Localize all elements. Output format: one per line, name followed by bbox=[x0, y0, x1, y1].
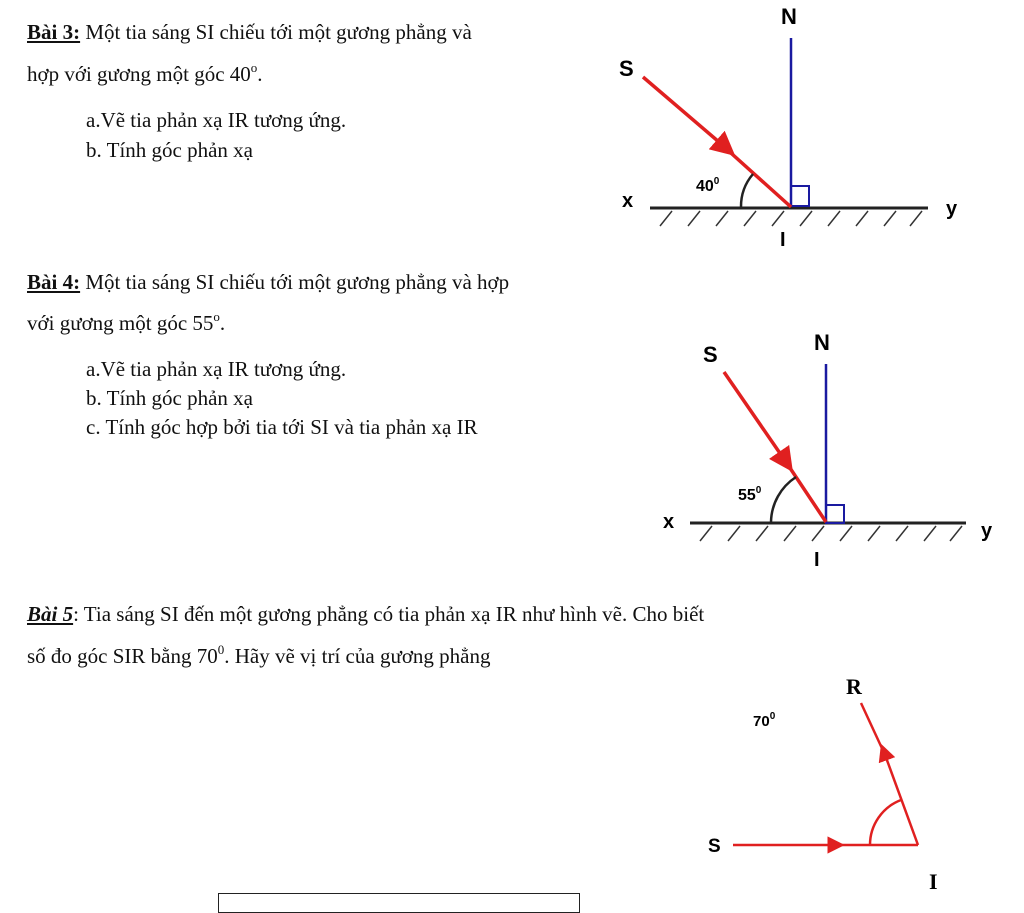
label-S: S bbox=[708, 836, 721, 857]
label-I: I bbox=[814, 549, 820, 571]
bai3-line2: hợp với gương một góc 40$^o$. bbox=[27, 60, 263, 86]
degree-mark: o bbox=[250, 60, 258, 75]
label-N: N bbox=[781, 4, 797, 29]
reflected-ray-ir bbox=[884, 752, 918, 845]
label-y: y bbox=[946, 198, 958, 220]
bai4-question-a: a.Vẽ tia phản xạ IR tương ứng. bbox=[86, 357, 347, 381]
right-angle-mark bbox=[791, 186, 809, 206]
incident-ray bbox=[724, 372, 786, 462]
bai4-line2: với gương một góc 55$^o$. bbox=[27, 309, 226, 335]
incident-ray-tail bbox=[782, 456, 826, 522]
bai4-line1: Bài 4: Một tia sáng SI chiếu tới một gương phẳng và hợp bbox=[27, 270, 510, 294]
label-I: I bbox=[780, 229, 786, 251]
mirror-hatching bbox=[660, 211, 922, 226]
angle-arc bbox=[741, 174, 753, 207]
bai5-line1: Bài 5: Tia sáng SI đến một gương phẳng có tia phản xạ IR như hình vẽ. Cho biết bbox=[27, 602, 705, 626]
bai5-label: Bài 5 bbox=[27, 602, 74, 626]
label-S: S bbox=[619, 56, 634, 81]
label-S: S bbox=[703, 342, 718, 367]
label-I: I bbox=[929, 869, 938, 894]
label-y: y bbox=[981, 520, 993, 542]
bai3-question-b: b. Tính góc phản xạ bbox=[86, 138, 253, 162]
bai3-question-a: a.Vẽ tia phản xạ IR tương ứng. bbox=[86, 108, 347, 132]
angle-label: $55^0$ bbox=[738, 485, 762, 504]
bai3-label: Bài 3: bbox=[27, 20, 81, 44]
bai5-diagram bbox=[708, 674, 938, 894]
angle-arc bbox=[771, 477, 796, 522]
bai3-diagram bbox=[619, 4, 958, 251]
answer-box bbox=[218, 893, 580, 913]
right-angle-mark bbox=[826, 505, 844, 523]
bai4-label: Bài 4: bbox=[27, 270, 81, 294]
label-N: N bbox=[814, 330, 830, 355]
bai4-question-b: b. Tính góc phản xạ bbox=[86, 386, 253, 410]
angle-arc bbox=[870, 800, 901, 845]
degree-mark: o bbox=[213, 309, 220, 324]
incident-ray bbox=[643, 77, 726, 148]
bai3-line1: Bài 3: Một tia sáng SI chiếu tới một gương phẳng và bbox=[27, 20, 472, 44]
label-x: x bbox=[622, 190, 634, 212]
bai5-line2: số đo góc SIR bằng $70^0$. Hãy vẽ vị trí của gương phẳng bbox=[27, 642, 491, 668]
angle-label: $40^0$ bbox=[696, 176, 720, 195]
angle-label: $70^0$ bbox=[753, 711, 776, 730]
mirror-hatching bbox=[700, 526, 962, 541]
bai4-diagram bbox=[663, 330, 993, 571]
reflected-ray-ir-tail bbox=[861, 703, 886, 757]
label-x: x bbox=[663, 511, 675, 533]
label-R: R bbox=[846, 674, 862, 699]
incident-ray-tail bbox=[722, 145, 791, 207]
bai4-question-c: c. Tính góc hợp bởi tia tới SI và tia phản xạ IR bbox=[86, 415, 478, 439]
degree-mark: 0 bbox=[217, 642, 225, 657]
